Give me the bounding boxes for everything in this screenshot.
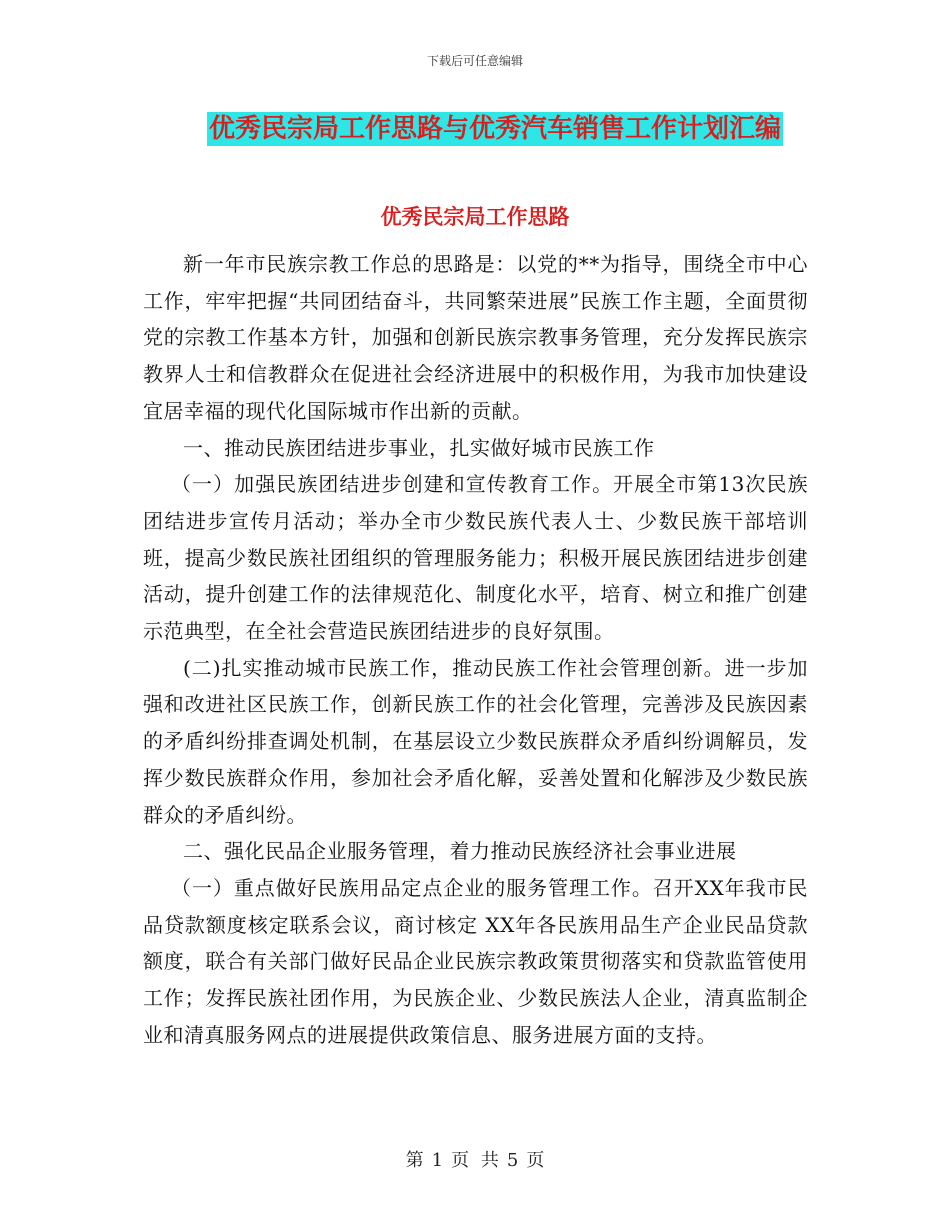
heading-part-one: 一、推动民族团结进步事业，扎实做好城市民族工作 [183,435,655,460]
document-title: 优秀民宗局工作思路与优秀汽车销售工作计划汇编 [209,114,782,144]
heading-part-two: 二、强化民品企业服务管理，着力推动民族经济社会事业进展 [183,839,737,864]
document-body [143,246,808,1053]
footer-middle: 页 共 [451,1150,499,1171]
paragraph-intro: 新一年市民族宗教工作总的思路是：以党的**为指导，围绕全市中心工作，牢牢把握“共同团结奋斗，共同繁荣进展”民族工作主题，全面贯彻党的宗教工作基本方针，加强和创新民族宗教事务管理，充分发挥民族宗教界人士和信教群众在促进社会经济进展中的积极作用，为我市加快建设宜居幸福的现代化国际城市作出新的贡献。 [143,252,808,423]
footer-page-number: 1 [431,1150,444,1171]
footer-prefix: 第 [405,1150,424,1171]
section-title: 优秀民宗局工作思路 [380,205,570,229]
footer-suffix: 页 [526,1150,545,1171]
footer-total-pages: 5 [506,1150,519,1171]
paragraph-part-one-item-two: (二)扎实推动城市民族工作，推动民族工作社会管理创新。进一步加强和改进社区民族工作，创新民族工作的社会化管理，完善涉及民族因素的矛盾纠纷排查调处机制，在基层设立少数民族群众矛盾纠纷调解员，发挥少数民族群众作用，参加社会矛盾化解，妥善处置和化解涉及少数民族群众的矛盾纠纷。 [143,655,808,827]
page-footer [0,1146,950,1172]
paragraph-part-two-item-one: （一）重点做好民族用品定点企业的服务管理工作。召开XX年我市民品贷款额度核定联系会议，商讨核定 XX年各民族用品生产企业民品贷款额度，联合有关部门做好民品企业民族宗教政策贯彻落实和贷款监管使用工作；发挥民族社团作用，为民族企业、少数民族法人企业，清真监制企业和清真服务网点的进展提供政策信息、服务进展方面的支持。 [143,875,808,1047]
paragraph-part-one-item-one: （一）加强民族团结进步创建和宣传教育工作。开展全市第13次民族团结进步宣传月活动；举办全市少数民族代表人士、少数民族干部培训班，提高少数民族社团组织的管理服务能力；积极开展民族团结进步创建活动，提升创建工作的法律规范化、制度化水平，培育、树立和推广创建示范典型，在全社会营造民族团结进步的良好氛围。 [143,472,808,644]
header-note: 下载后可任意编辑 [426,54,523,68]
